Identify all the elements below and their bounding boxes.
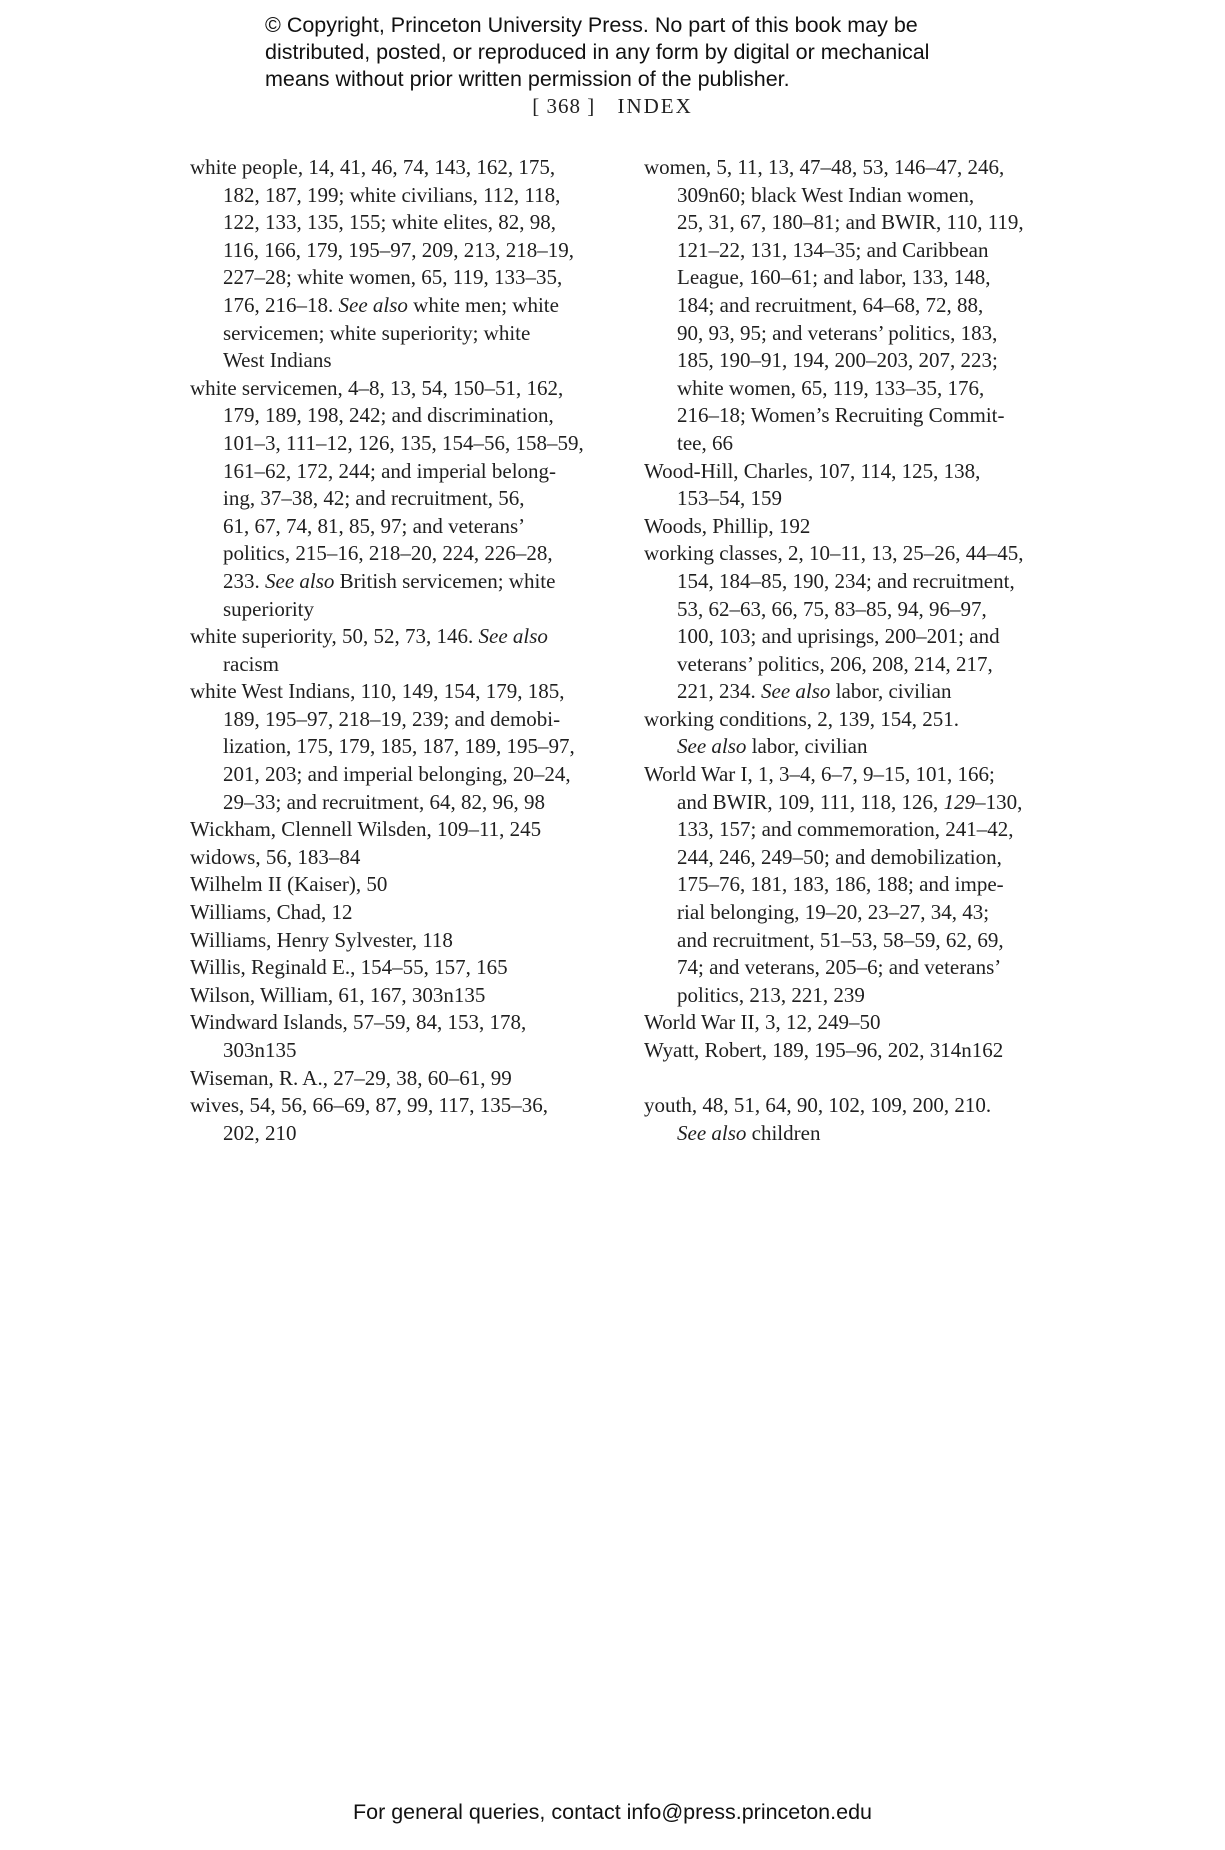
index-entry <box>644 761 1064 1009</box>
index-entry <box>644 1009 1064 1037</box>
index-entry-line: 182, 187, 199; white civilians, 112, 118, <box>223 182 561 207</box>
index-entry-line: lization, 175, 179, 185, 187, 189, 195–97, <box>223 734 575 759</box>
index-entry <box>644 540 1064 706</box>
index-entry-line: working conditions, 2, 139, 154, 251. <box>644 706 959 731</box>
index-entry-line: superiority <box>223 596 314 621</box>
index-entry-line: 244, 246, 249–50; and demobilization, <box>677 844 1002 869</box>
index-entry <box>644 458 1064 513</box>
index-entry-line: 161–62, 172, 244; and imperial belong- <box>223 458 557 483</box>
running-head <box>0 94 1225 119</box>
index-entry <box>190 1065 610 1093</box>
index-entry-line: 121–22, 131, 134–35; and Caribbean <box>677 237 989 262</box>
index-entry <box>190 1009 610 1064</box>
index-entry-line: youth, 48, 51, 64, 90, 102, 109, 200, 210. <box>644 1093 992 1118</box>
index-entry-line: World War I, 1, 3–4, 6–7, 9–15, 101, 166; <box>644 762 995 787</box>
index-entry-line: Wickham, Clennell Wilsden, 109–11, 245 <box>190 817 542 842</box>
index-entry <box>644 1092 1064 1147</box>
index-entry <box>644 1037 1064 1065</box>
index-entry-line: Wyatt, Robert, 189, 195–96, 202, 314n162 <box>644 1038 1004 1062</box>
copyright-line: means without prior written permission of the publisher. <box>265 67 790 91</box>
index-entry-line: Wilson, William, 61, 167, 303n135 <box>190 982 486 1007</box>
index-entry-line: 61, 67, 74, 81, 85, 97; and veterans’ <box>223 513 526 538</box>
index-entry-line: League, 160–61; and labor, 133, 148, <box>677 265 991 290</box>
index-entry-line: 216–18; Women’s Recruiting Commit- <box>677 403 1005 428</box>
index-entry-line: 175–76, 181, 183, 186, 188; and impe- <box>677 872 1004 897</box>
index-entry <box>190 844 610 872</box>
index-entry-line: white West Indians, 110, 149, 154, 179, 185, <box>190 679 565 704</box>
index-entry <box>190 375 610 623</box>
index-entry-line: working classes, 2, 10–11, 13, 25–26, 44–45, <box>644 541 1024 566</box>
index-entry-line: widows, 56, 183–84 <box>190 844 361 869</box>
index-entry-line: wives, 54, 56, 66–69, 87, 99, 117, 135–36, <box>190 1093 548 1118</box>
index-entry-line: 201, 203; and imperial belonging, 20–24, <box>223 762 571 787</box>
index-entry-line: 133, 157; and commemoration, 241–42, <box>677 817 1014 842</box>
index-entry-line: 179, 189, 198, 242; and discrimination, <box>223 403 554 428</box>
index-entry-line: 74; and veterans, 205–6; and veterans’ <box>677 955 1002 980</box>
index-entry-line: 90, 93, 95; and veterans’ politics, 183, <box>677 320 998 345</box>
index-entry-line: 189, 195–97, 218–19, 239; and demobi- <box>223 706 561 731</box>
index-entry-line: 122, 133, 135, 155; white elites, 82, 98, <box>223 210 557 235</box>
index-entry <box>190 816 610 844</box>
copyright-line: © Copyright, Princeton University Press. No part of this book may be <box>265 13 918 37</box>
index-entry-line: and recruitment, 51–53, 58–59, 62, 69, <box>677 927 1004 952</box>
index-entry-line: 154, 184–85, 190, 234; and recruitment, <box>677 568 1015 593</box>
index-entry-line: white servicemen, 4–8, 13, 54, 150–51, 162, <box>190 375 564 400</box>
index-entry <box>644 513 1064 541</box>
index-entry <box>190 678 610 816</box>
index-entry-line: 202, 210 <box>223 1120 297 1145</box>
index-entry-line: 176, 216–18. See also white men; white <box>223 292 559 317</box>
index-entry-line: See also labor, civilian <box>677 734 868 759</box>
index-column-right <box>644 154 1064 1147</box>
index-entry-line: Woods, Phillip, 192 <box>644 513 811 538</box>
index-entry-line: 185, 190–91, 194, 200–203, 207, 223; <box>677 348 998 373</box>
index-entry-line: West Indians <box>223 348 332 373</box>
index-entry-line: white women, 65, 119, 133–35, 176, <box>677 375 985 400</box>
index-entry-line: racism <box>223 651 279 676</box>
index-entry-line: Williams, Henry Sylvester, 118 <box>190 927 453 952</box>
index-entry-line: 184; and recruitment, 64–68, 72, 88, <box>677 292 984 317</box>
index-entry <box>190 899 610 927</box>
index-entry-line: Windward Islands, 57–59, 84, 153, 178, <box>190 1010 527 1035</box>
index-entry <box>190 623 610 678</box>
index-entry-line: and BWIR, 109, 111, 118, 126, 129–130, <box>677 789 1023 814</box>
index-entry-line: 153–54, 159 <box>677 486 782 511</box>
index-entry-line: 303n135 <box>223 1038 297 1062</box>
footer-contact: For general queries, contact info@press.princeton.edu <box>352 1800 872 1824</box>
index-entry-line: white people, 14, 41, 46, 74, 143, 162, 175, <box>190 155 556 179</box>
index-entry-line: 53, 62–63, 66, 75, 83–85, 94, 96–97, <box>677 596 987 621</box>
index-entry-line: 25, 31, 67, 180–81; and BWIR, 110, 119, <box>677 210 1024 235</box>
index-entry <box>644 706 1064 761</box>
index-entry-line: World War II, 3, 12, 249–50 <box>644 1010 881 1035</box>
index-entry-line: Wilhelm II (Kaiser), 50 <box>190 872 388 897</box>
index-entry-line: servicemen; white superiority; white <box>223 320 531 345</box>
index-entry-line: Willis, Reginald E., 154–55, 157, 165 <box>190 955 508 980</box>
index-entry <box>644 154 1064 458</box>
index-entry-line: 100, 103; and uprisings, 200–201; and <box>677 624 1000 649</box>
index-entry <box>190 1092 610 1147</box>
copyright-line: distributed, posted, or reproduced in any form by digital or mechanical <box>265 40 930 64</box>
section-title: INDEX <box>617 94 693 118</box>
index-entry-line: 309n60; black West Indian women, <box>677 182 975 207</box>
index-column-left <box>190 154 610 1147</box>
index-entry <box>190 982 610 1010</box>
copyright-notice <box>265 12 1045 93</box>
index-entry-line: 101–3, 111–12, 126, 135, 154–56, 158–59, <box>223 430 584 455</box>
index-entry <box>190 871 610 899</box>
index-entry-line: white superiority, 50, 52, 73, 146. See also <box>190 624 548 649</box>
index-entry-line: tee, 66 <box>677 430 733 455</box>
index-entry-line: 29–33; and recruitment, 64, 82, 96, 98 <box>223 789 545 814</box>
index-entry-line: See also children <box>677 1120 821 1145</box>
index-entry-line: Wood-Hill, Charles, 107, 114, 125, 138, <box>644 458 981 483</box>
index-entry-line: 227–28; white women, 65, 119, 133–35, <box>223 265 563 290</box>
index-entry-line: rial belonging, 19–20, 23–27, 34, 43; <box>677 900 990 925</box>
page-number: [ 368 ] <box>532 94 596 118</box>
index-entry-line: 221, 234. See also labor, civilian <box>677 679 952 704</box>
index-entry <box>190 954 610 982</box>
index-entry-line: Williams, Chad, 12 <box>190 900 353 925</box>
index-entry-line: women, 5, 11, 13, 47–48, 53, 146–47, 246, <box>644 155 1005 179</box>
index-entry-line: politics, 213, 221, 239 <box>677 982 865 1007</box>
index-entry-line: ing, 37–38, 42; and recruitment, 56, <box>223 486 525 511</box>
index-entry <box>190 927 610 955</box>
index-entry-line: politics, 215–16, 218–20, 224, 226–28, <box>223 541 553 566</box>
index-entry-line: veterans’ politics, 206, 208, 214, 217, <box>677 651 993 676</box>
index-entry <box>190 154 610 375</box>
index-entry-line: Wiseman, R. A., 27–29, 38, 60–61, 99 <box>190 1065 512 1090</box>
letter-gap <box>644 1065 1064 1093</box>
index-entry-line: 116, 166, 179, 195–97, 209, 213, 218–19, <box>223 237 574 262</box>
index-entry-line: 233. See also British servicemen; white <box>223 568 556 593</box>
